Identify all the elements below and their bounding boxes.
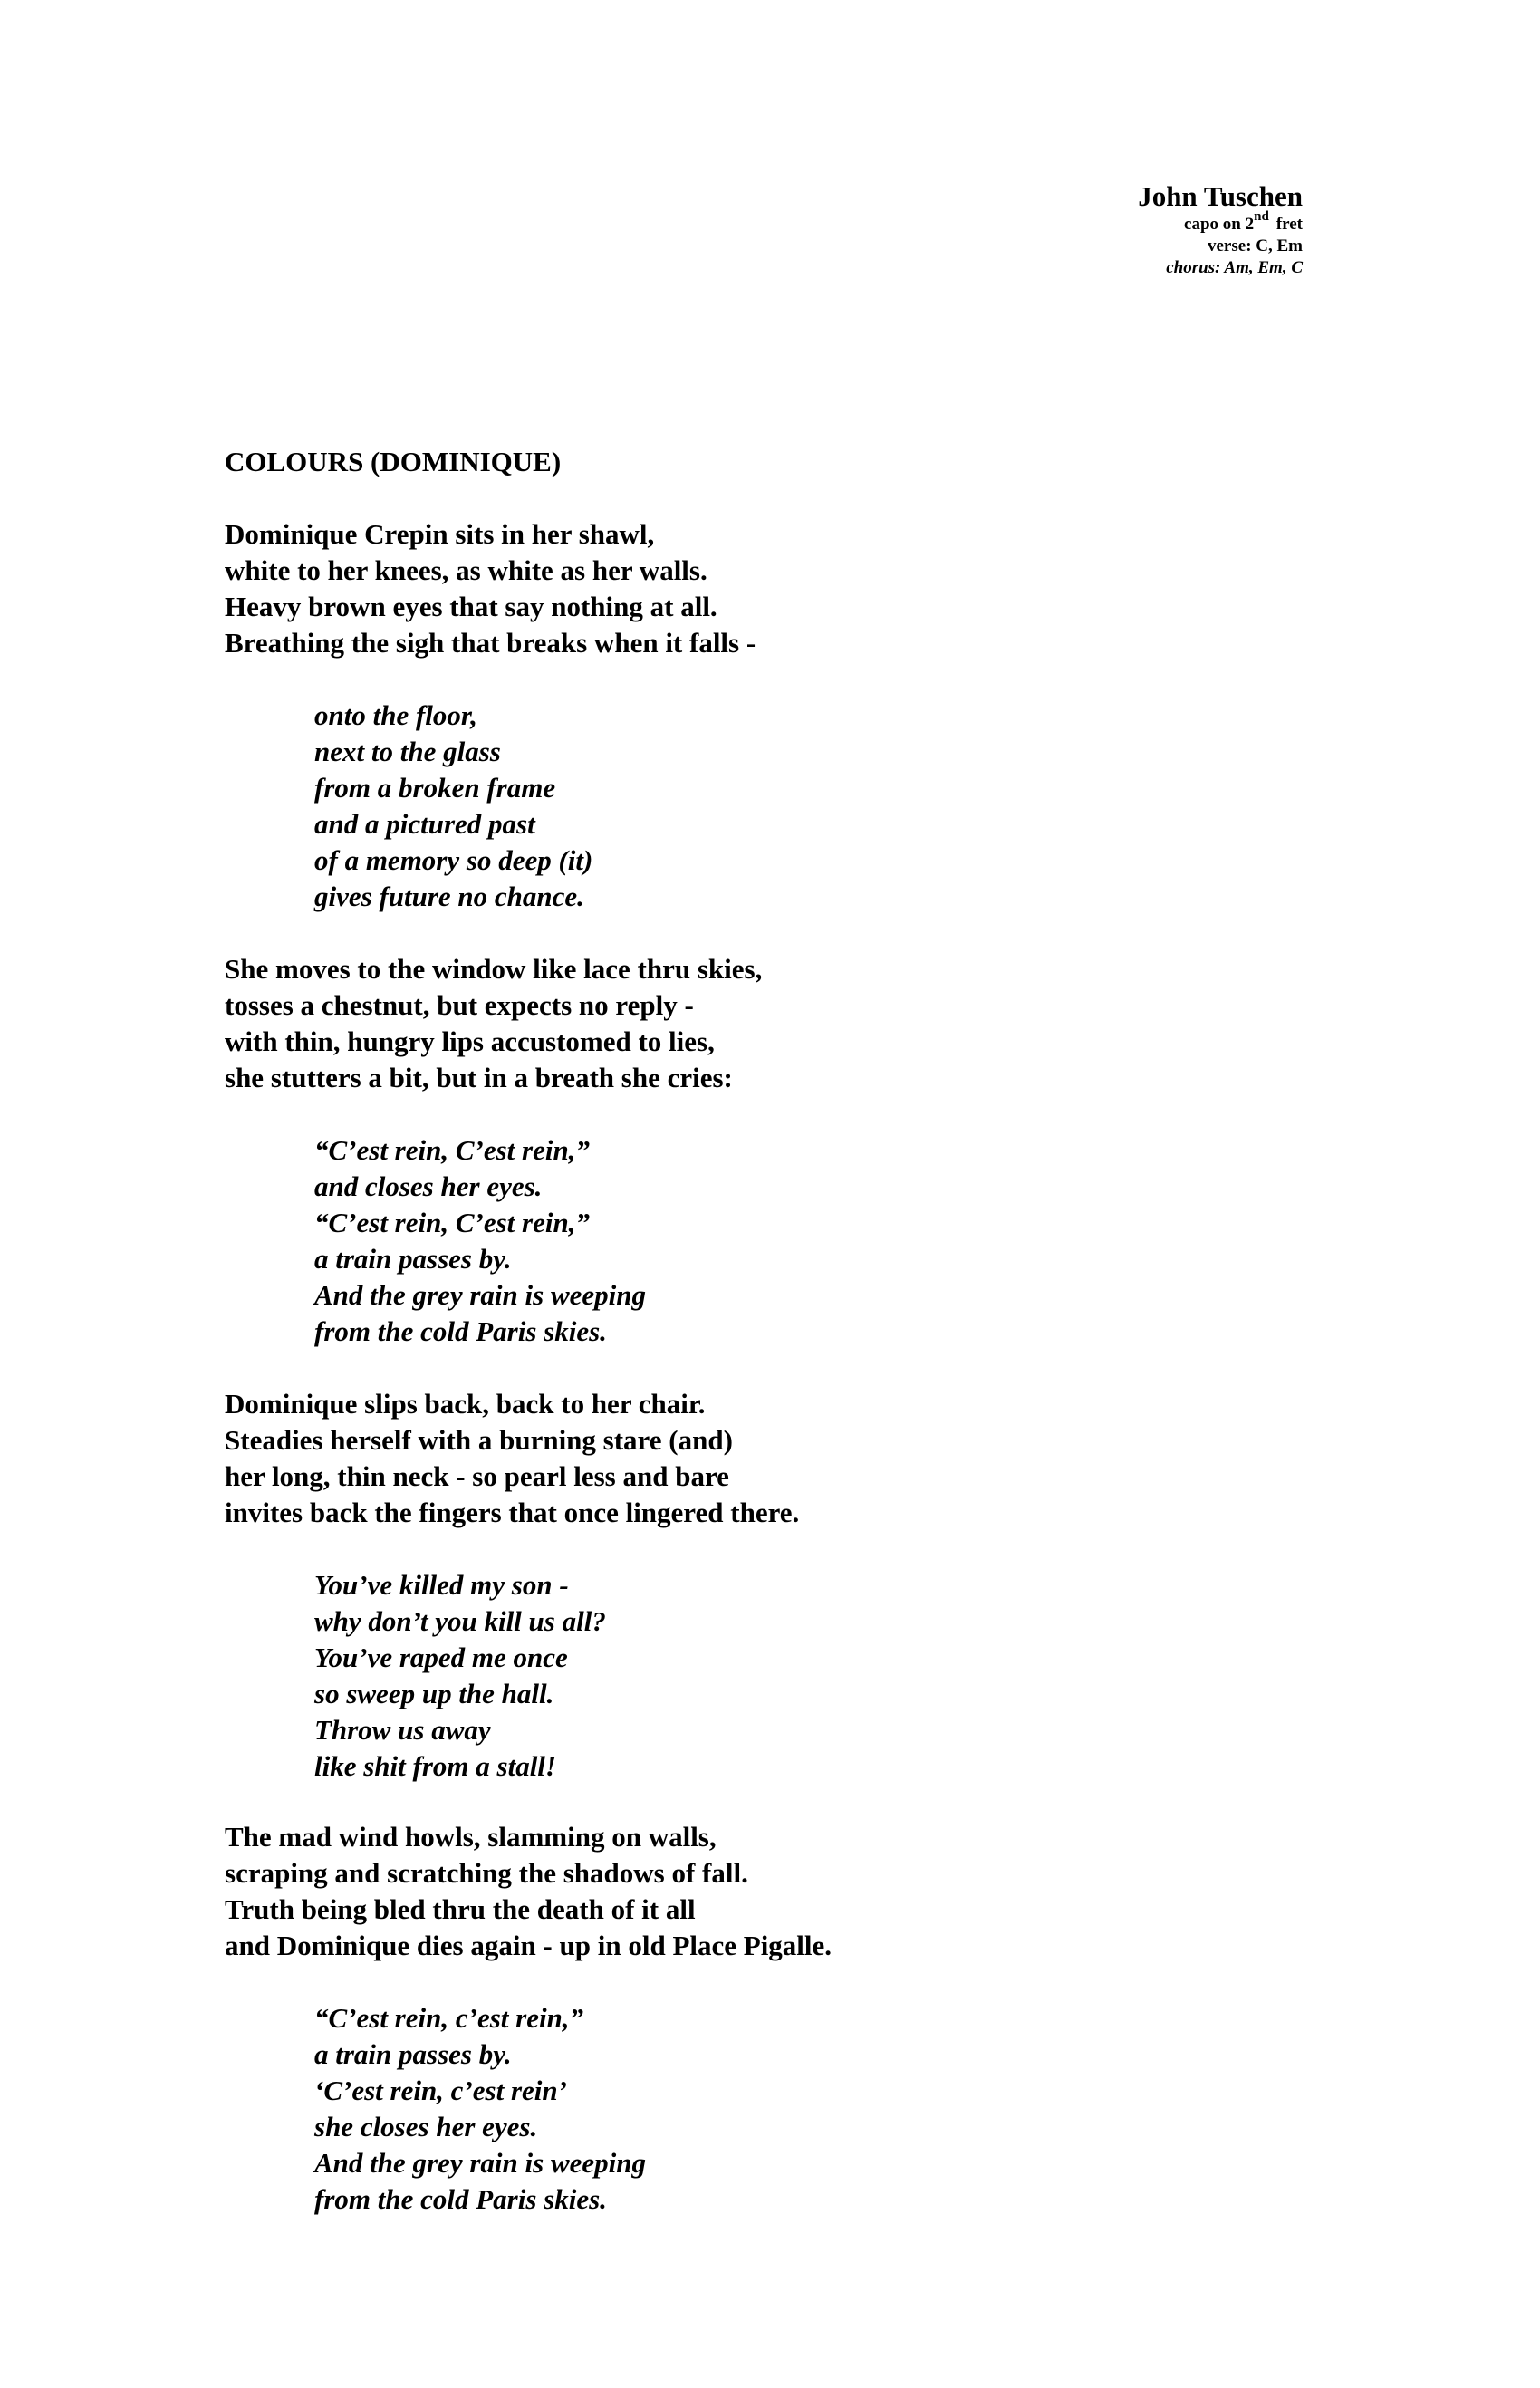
- lyric-line: she closes her eyes.: [314, 2111, 538, 2142]
- lyric-line: You’ve raped me once: [314, 1642, 568, 1673]
- lyric-line: a train passes by.: [314, 1243, 512, 1275]
- lyric-line: Steadies herself with a burning stare (and): [225, 1424, 733, 1456]
- lyric-line: tosses a chestnut, but expects no reply -: [225, 989, 694, 1021]
- verse-2: [225, 951, 762, 1096]
- lyric-line: The mad wind howls, slamming on walls,: [225, 1821, 717, 1853]
- lyric-line: And the grey rain is weeping: [314, 1279, 647, 1311]
- author-name: John Tuschen: [1138, 180, 1303, 212]
- lyric-line: from the cold Paris skies.: [314, 1315, 607, 1347]
- capo-prefix: capo on 2: [1184, 215, 1255, 234]
- lyric-line: from the cold Paris skies.: [314, 2183, 607, 2215]
- lyric-line: Dominique slips back, back to her chair.: [225, 1388, 706, 1420]
- chorus-4: [314, 2000, 646, 2218]
- lyric-line: She moves to the window like lace thru skies,: [225, 953, 763, 985]
- verse-3: [225, 1386, 799, 1531]
- lyric-line: why don’t you kill us all?: [314, 1605, 606, 1637]
- lyric-line: Throw us away: [314, 1714, 491, 1746]
- capo-note: [1138, 208, 1303, 236]
- lyric-line: and Dominique dies again - up in old Place Pigalle.: [225, 1930, 833, 1961]
- lyric-line: You’ve killed my son -: [314, 1569, 569, 1601]
- lyric-line: like shit from a stall!: [314, 1750, 556, 1782]
- lyric-line: “C’est rein, C’est rein,”: [314, 1207, 590, 1238]
- lyric-line: white to her knees, as white as her walls.: [225, 554, 707, 586]
- lyric-line: scraping and scratching the shadows of fall.: [225, 1857, 748, 1889]
- lyric-line: Dominique Crepin sits in her shawl,: [225, 518, 655, 550]
- lyric-line: she stutters a bit, but in a breath she cries:: [225, 1062, 733, 1093]
- verse-1: [225, 516, 756, 661]
- lyric-line: Heavy brown eyes that say nothing at all.: [225, 591, 717, 622]
- lyric-line: her long, thin neck - so pearl less and bare: [225, 1460, 729, 1492]
- chorus-1: [314, 698, 592, 915]
- verse-chords: verse: C, Em: [1208, 236, 1303, 255]
- lyric-line: gives future no chance.: [314, 881, 584, 912]
- lyric-line: and closes her eyes.: [314, 1170, 543, 1202]
- lyric-line: next to the glass: [314, 736, 501, 767]
- song-title: COLOURS (DOMINIQUE): [225, 446, 562, 477]
- capo-suffix: fret: [1275, 215, 1303, 234]
- lyric-line: and a pictured past: [314, 808, 535, 840]
- chorus-2: [314, 1132, 646, 1350]
- lyric-line: Breathing the sigh that breaks when it falls -: [225, 627, 756, 659]
- lyric-line: so sweep up the hall.: [314, 1678, 554, 1709]
- chorus-chords: chorus: Am, Em, C: [1166, 258, 1303, 277]
- lyric-line: ‘C’est rein, c’est rein’: [314, 2075, 567, 2106]
- lyric-line: Truth being bled thru the death of it all: [225, 1893, 696, 1925]
- lyric-line: a train passes by.: [314, 2038, 512, 2070]
- lyric-line: of a memory so deep (it): [314, 844, 593, 876]
- lyric-line: onto the floor,: [314, 699, 478, 731]
- lyric-line: invites back the fingers that once lingered there.: [225, 1497, 800, 1528]
- lyric-line: with thin, hungry lips accustomed to lies,: [225, 1025, 715, 1057]
- lyric-line: And the grey rain is weeping: [314, 2147, 647, 2179]
- verse-4: [225, 1819, 832, 1964]
- lyric-line: from a broken frame: [314, 772, 556, 804]
- lyric-line: “C’est rein, C’est rein,”: [314, 1134, 590, 1166]
- song-header: [1138, 179, 1303, 279]
- lyric-line: “C’est rein, c’est rein,”: [314, 2002, 584, 2034]
- capo-ordinal: nd: [1254, 208, 1269, 224]
- chorus-3: [314, 1567, 606, 1785]
